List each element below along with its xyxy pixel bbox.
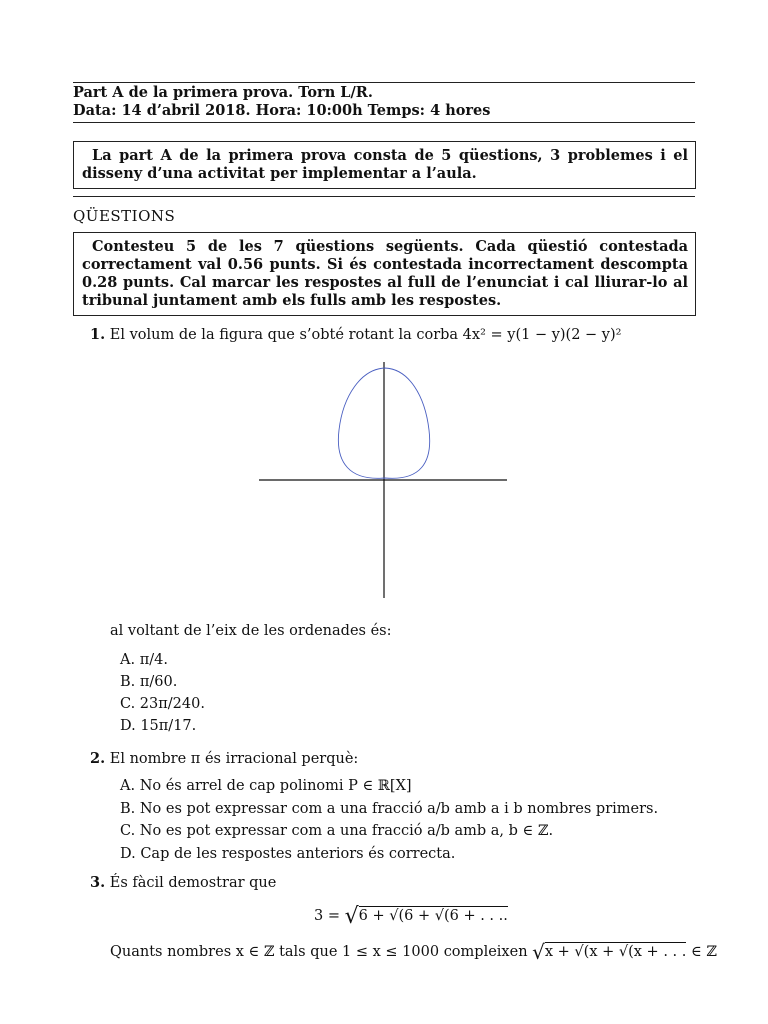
option-2a[interactable]: A. No és arrel de cap polinomi P ∈ ℝ[X] <box>120 778 412 794</box>
formula-radicand: 6 + √(6 + √(6 + . . .. <box>358 908 508 924</box>
question-3-last-line <box>110 940 717 964</box>
question-text: El volum de la figura que s’obté rotant la corba 4x² = y(1 − y)(2 − y)² <box>109 327 622 343</box>
header-line-2: Data: 14 d’abril 2018. Hora: 10:00h Temps: 4 hores <box>73 102 491 119</box>
last-line-post: ∈ ℤ <box>690 944 717 960</box>
option-1b[interactable]: B. π/60. <box>120 674 178 690</box>
question-text: És fàcil demostrar que <box>109 875 277 891</box>
question-2 <box>90 750 358 767</box>
question-number: 3. <box>90 874 106 891</box>
option-2d[interactable]: D. Cap de les respostes anteriors és correcta. <box>120 846 456 862</box>
header-rule-top <box>73 82 695 83</box>
question-number: 2. <box>90 750 106 767</box>
option-1c[interactable]: C. 23π/240. <box>120 696 205 712</box>
curve-figure <box>255 360 515 600</box>
header-line-1: Part A de la primera prova. Torn L/R. <box>73 84 373 101</box>
formula-lhs: 3 = <box>314 908 340 924</box>
last-line-pre: Quants nombres x ∈ ℤ tals que 1 ≤ x ≤ 1000 compleixen <box>110 944 528 960</box>
option-1d[interactable]: D. 15π/17. <box>120 718 197 734</box>
intro-text: La part A de la primera prova consta de 5 qüestions, 3 problemes i el disseny d’una activitat per implementar a l’aula. <box>82 147 688 182</box>
formula-nested-radical <box>314 904 508 929</box>
option-2b[interactable]: B. No es pot expressar com a una fracció a/b amb a i b nombres primers. <box>120 801 659 817</box>
section-rule <box>73 196 695 197</box>
instructions-text: Contesteu 5 de les 7 qüestions següents. Cada qüestió contestada correctament val 0.56 punts. Si és contestada incorrectament descompta 0.28 punts. Cal marcar les respostes al full de l’enunciat i cal lliurar-lo al tribunal juntament amb els fulls amb les respostes. <box>82 238 688 309</box>
last-line-radicand: x + √(x + √(x + . . . <box>544 944 687 960</box>
question-1 <box>90 326 621 343</box>
option-1a[interactable]: A. π/4. <box>120 652 168 668</box>
question-3 <box>90 874 276 891</box>
radical-icon: √ <box>532 940 545 964</box>
question-text: El nombre π és irracional perquè: <box>109 751 359 767</box>
question-1-after-figure: al voltant de l’eix de les ordenades és: <box>110 623 392 639</box>
intro-box <box>73 141 696 189</box>
radical-icon: √ <box>344 904 359 929</box>
question-number: 1. <box>90 326 106 343</box>
instructions-box <box>73 232 696 316</box>
header-rule-bottom <box>73 122 695 123</box>
section-title: QÜESTIONS <box>73 207 176 225</box>
option-2c[interactable]: C. No es pot expressar com a una fracció a/b amb a, b ∈ ℤ. <box>120 823 554 839</box>
